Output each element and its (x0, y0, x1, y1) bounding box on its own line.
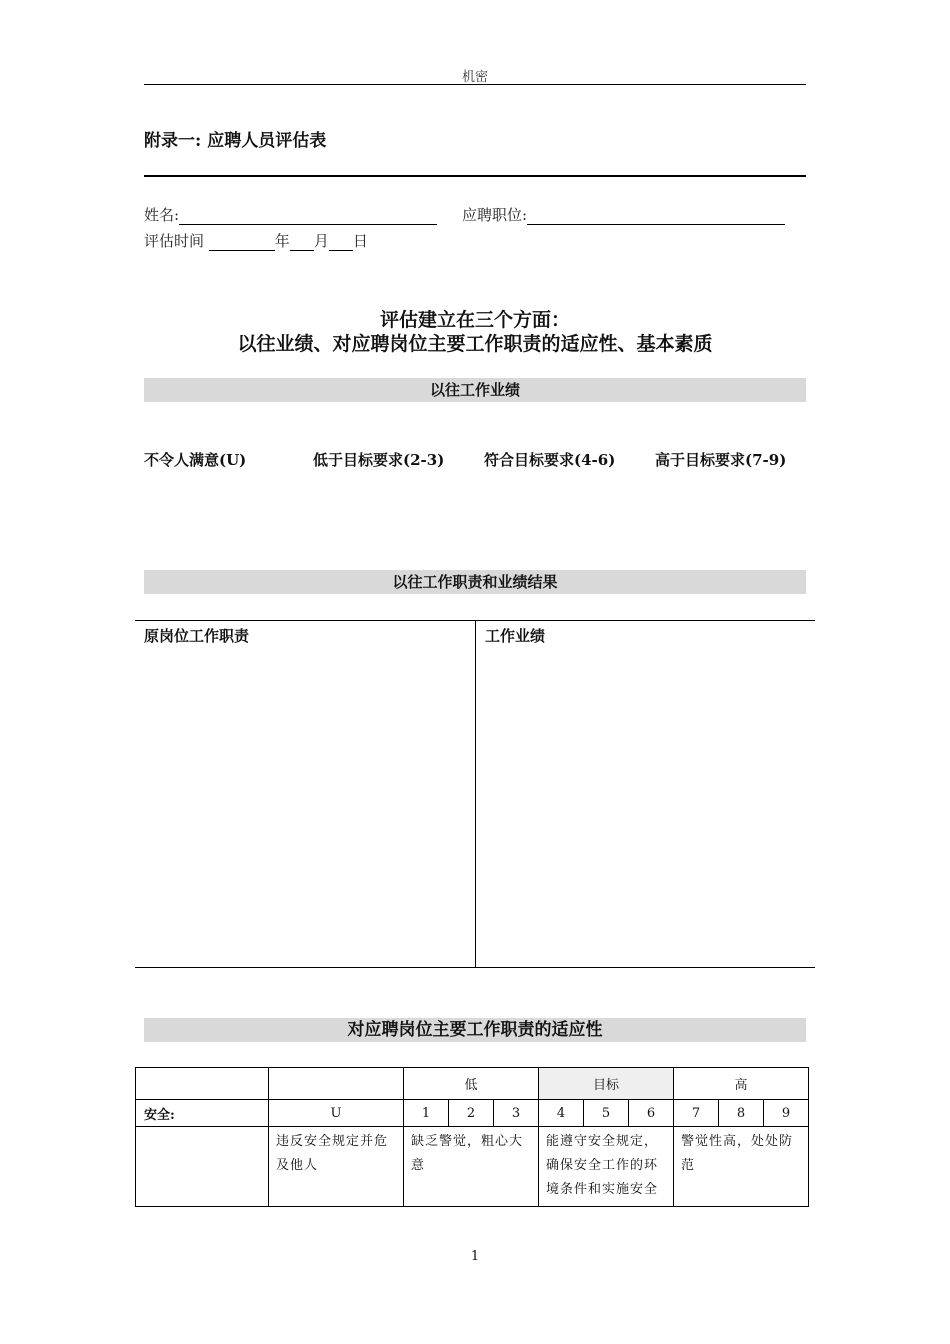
score-1[interactable]: 1 (404, 1100, 449, 1127)
day-label: 日 (352, 232, 368, 250)
desc-target: 能遵守安全规定，确保安全工作的环境条件和实施安全 (539, 1127, 674, 1207)
date-field (144, 230, 368, 251)
position-field (462, 204, 785, 225)
rating-below-target: 低于目标要求(2-3) (313, 451, 445, 469)
score-7[interactable]: 7 (674, 1100, 719, 1127)
score-6[interactable]: 6 (629, 1100, 674, 1127)
score-2[interactable]: 2 (449, 1100, 494, 1127)
year-label: 年 (274, 232, 290, 250)
appendix-title: 附录一: 应聘人员评估表 (144, 131, 327, 151)
score-5[interactable]: 5 (584, 1100, 629, 1127)
month-label: 月 (313, 232, 329, 250)
fit-score-row (136, 1100, 809, 1127)
name-field (144, 204, 437, 225)
fit-description-row (136, 1127, 809, 1207)
confidential-header: 机密 (461, 70, 488, 85)
empty-cell (136, 1127, 269, 1207)
name-blank[interactable] (179, 208, 437, 225)
fit-header: 对应聘岗位主要工作职责的适应性 (144, 1018, 806, 1042)
rating-meets-target: 符合目标要求(4-6) (484, 451, 616, 469)
level-low: 低 (404, 1068, 539, 1100)
title-divider (144, 175, 806, 177)
desc-low: 缺乏警觉，粗心大意 (404, 1127, 539, 1207)
header-rule (144, 84, 806, 85)
score-9[interactable]: 9 (764, 1100, 809, 1127)
main-title-line1: 评估建立在三个方面： (379, 309, 570, 331)
level-high: 高 (674, 1068, 809, 1100)
year-blank[interactable] (209, 234, 275, 251)
position-label: 应聘职位: (462, 206, 528, 224)
empty-cell (136, 1068, 269, 1100)
name-label: 姓名: (144, 206, 180, 224)
score-4[interactable]: 4 (539, 1100, 584, 1127)
page-number: 1 (470, 1249, 480, 1264)
fit-level-row (136, 1068, 809, 1100)
score-3[interactable]: 3 (494, 1100, 539, 1127)
desc-high: 警觉性高，处处防范 (674, 1127, 809, 1207)
score-u[interactable]: U (269, 1100, 404, 1127)
score-8[interactable]: 8 (719, 1100, 764, 1127)
desc-u: 违反安全规定并危及他人 (269, 1127, 404, 1207)
day-blank[interactable] (329, 234, 353, 251)
responsibilities-box (135, 620, 815, 968)
position-blank[interactable] (527, 208, 785, 225)
responsibilities-divider (475, 621, 476, 967)
past-performance-header: 以往工作业绩 (144, 378, 806, 402)
empty-cell (269, 1068, 404, 1100)
fit-table (135, 1067, 809, 1207)
date-label: 评估时间 (144, 232, 205, 250)
month-blank[interactable] (290, 234, 314, 251)
level-target: 目标 (539, 1068, 674, 1100)
responsibilities-header: 以往工作职责和业绩结果 (144, 570, 806, 594)
safety-label: 安全: (136, 1100, 269, 1127)
rating-above-target: 高于目标要求(7-9) (655, 451, 787, 469)
work-results-label: 工作业绩 (485, 627, 546, 645)
rating-unsatisfactory: 不令人满意(U) (144, 451, 247, 469)
main-title-line2: 以往业绩、对应聘岗位主要工作职责的适应性、基本素质 (237, 333, 713, 355)
original-duties-label: 原岗位工作职责 (144, 627, 250, 645)
